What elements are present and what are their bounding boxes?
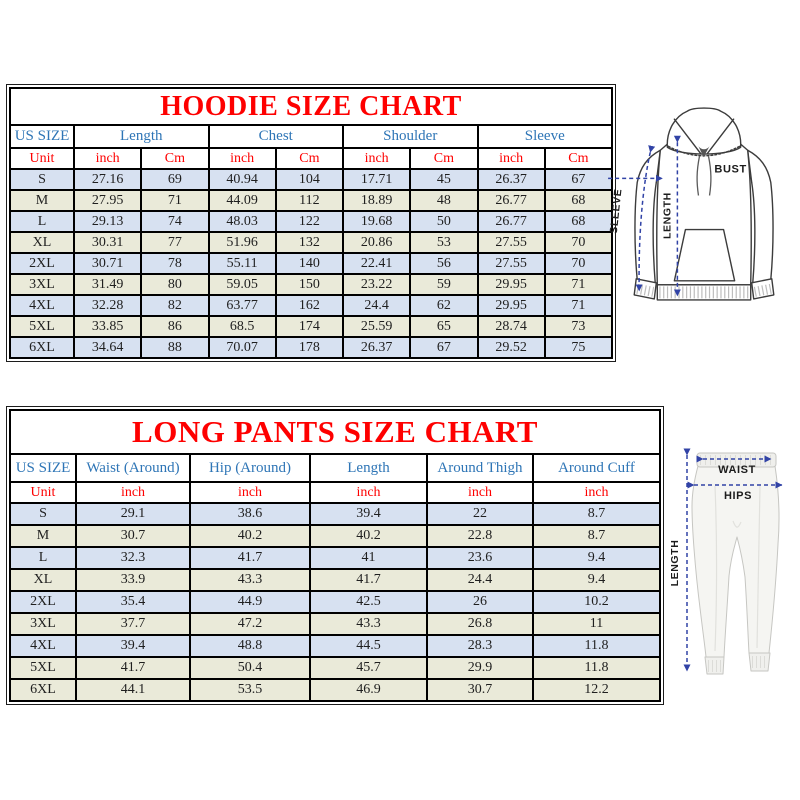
value-cell: 30.71 [74,253,141,274]
value-cell: 28.3 [427,635,533,657]
value-cell: 43.3 [190,569,310,591]
table-row [10,211,612,232]
value-cell: 67 [410,337,477,358]
unit-inch: inch [190,482,310,503]
value-cell: 86 [141,316,208,337]
table-row [10,503,660,525]
value-cell: 22.41 [343,253,410,274]
value-cell: 41.7 [190,547,310,569]
value-cell: 50 [410,211,477,232]
value-cell: 55.11 [209,253,276,274]
value-cell: 29.13 [74,211,141,232]
table-row [10,253,612,274]
value-cell: 122 [276,211,343,232]
value-cell: 33.9 [76,569,190,591]
table-row [10,169,612,190]
value-cell: 29.95 [478,295,545,316]
waist-header: Waist (Around) [76,454,190,482]
value-cell: 29.1 [76,503,190,525]
unit-inch: inch [76,482,190,503]
size-cell: 2XL [10,253,74,274]
table-row [10,525,660,547]
value-cell: 68.5 [209,316,276,337]
table-row [10,679,660,701]
unit-inch: inch [74,148,141,169]
value-cell: 174 [276,316,343,337]
value-cell: 63.77 [209,295,276,316]
shoulder-header: Shoulder [343,125,478,148]
us-size-header: US SIZE [10,454,76,482]
hoodie-size-table [9,87,613,359]
value-cell: 9.4 [533,547,660,569]
value-cell: 69 [141,169,208,190]
table-row [10,591,660,613]
value-cell: 32.3 [76,547,190,569]
value-cell: 59 [410,274,477,295]
value-cell: 44.9 [190,591,310,613]
size-cell: S [10,169,74,190]
value-cell: 24.4 [427,569,533,591]
table-row [10,337,612,358]
unit-label: Unit [10,482,76,503]
value-cell: 104 [276,169,343,190]
value-cell: 28.74 [478,316,545,337]
value-cell: 75 [545,337,612,358]
unit-cm: Cm [410,148,477,169]
value-cell: 22.8 [427,525,533,547]
value-cell: 34.64 [74,337,141,358]
table-row [10,657,660,679]
hoodie-unit-row [10,148,612,169]
value-cell: 37.7 [76,613,190,635]
value-cell: 48.03 [209,211,276,232]
value-cell: 46.9 [310,679,427,701]
hoodie-title-row [10,88,612,125]
pants-unit-row [10,482,660,503]
size-cell: 5XL [10,316,74,337]
value-cell: 39.4 [310,503,427,525]
value-cell: 162 [276,295,343,316]
size-cell: M [10,525,76,547]
value-cell: 11.8 [533,657,660,679]
size-cell: 3XL [10,613,76,635]
size-cell: XL [10,569,76,591]
value-cell: 71 [545,274,612,295]
value-cell: 41.7 [310,569,427,591]
value-cell: 26.77 [478,211,545,232]
value-cell: 29.52 [478,337,545,358]
table-row [10,274,612,295]
hoodie-table-body [10,169,612,358]
value-cell: 17.71 [343,169,410,190]
size-cell: L [10,547,76,569]
value-cell: 30.7 [76,525,190,547]
size-cell: XL [10,232,74,253]
sleeve-label: SLEEVE [607,188,625,235]
value-cell: 12.2 [533,679,660,701]
pants-illustration [645,426,800,718]
hoodie-illustration [606,86,800,322]
chest-header: Chest [209,125,344,148]
value-cell: 26.77 [478,190,545,211]
value-cell: 41.7 [76,657,190,679]
value-cell: 22 [427,503,533,525]
value-cell: 140 [276,253,343,274]
value-cell: 29.95 [478,274,545,295]
bust-label: BUST [714,163,747,176]
unit-cm: Cm [545,148,612,169]
length-label: LENGTH [661,192,674,240]
unit-inch: inch [209,148,276,169]
value-cell: 8.7 [533,503,660,525]
value-cell: 26.8 [427,613,533,635]
size-cell: 5XL [10,657,76,679]
value-cell: 47.2 [190,613,310,635]
value-cell: 178 [276,337,343,358]
unit-inch: inch [427,482,533,503]
value-cell: 27.55 [478,253,545,274]
pants-table-title: LONG PANTS SIZE CHART [10,410,660,454]
value-cell: 62 [410,295,477,316]
value-cell: 44.1 [76,679,190,701]
value-cell: 31.49 [74,274,141,295]
unit-label: Unit [10,148,74,169]
value-cell: 26.37 [478,169,545,190]
value-cell: 59.05 [209,274,276,295]
hoodie-header-row [10,125,612,148]
value-cell: 30.7 [427,679,533,701]
table-row [10,547,660,569]
size-cell: 3XL [10,274,74,295]
value-cell: 11.8 [533,635,660,657]
value-cell: 73 [545,316,612,337]
table-row [10,316,612,337]
value-cell: 78 [141,253,208,274]
value-cell: 67 [545,169,612,190]
unit-cm: Cm [141,148,208,169]
value-cell: 39.4 [76,635,190,657]
value-cell: 80 [141,274,208,295]
hoodie-pocket [674,230,734,281]
value-cell: 25.59 [343,316,410,337]
unit-inch: inch [343,148,410,169]
value-cell: 26.37 [343,337,410,358]
value-cell: 48 [410,190,477,211]
value-cell: 70 [545,253,612,274]
length-label: LENGTH [669,539,681,587]
value-cell: 29.9 [427,657,533,679]
value-cell: 68 [545,211,612,232]
value-cell: 35.4 [76,591,190,613]
size-cell: M [10,190,74,211]
value-cell: 71 [141,190,208,211]
value-cell: 70.07 [209,337,276,358]
value-cell: 70 [545,232,612,253]
value-cell: 71 [545,295,612,316]
value-cell: 45.7 [310,657,427,679]
sleeve-header: Sleeve [478,125,613,148]
value-cell: 27.95 [74,190,141,211]
value-cell: 48.8 [190,635,310,657]
value-cell: 56 [410,253,477,274]
value-cell: 23.22 [343,274,410,295]
pants-header-row [10,454,660,482]
value-cell: 40.2 [190,525,310,547]
value-cell: 24.4 [343,295,410,316]
value-cell: 82 [141,295,208,316]
value-cell: 27.16 [74,169,141,190]
value-cell: 65 [410,316,477,337]
us-size-header: US SIZE [10,125,74,148]
value-cell: 41 [310,547,427,569]
pants-size-table [9,409,661,702]
value-cell: 132 [276,232,343,253]
table-row [10,190,612,211]
table-row [10,295,612,316]
unit-cm: Cm [276,148,343,169]
value-cell: 32.28 [74,295,141,316]
thigh-header: Around Thigh [427,454,533,482]
unit-inch: inch [310,482,427,503]
value-cell: 112 [276,190,343,211]
pants-left-ankle-cuff [705,657,724,674]
size-cell: L [10,211,74,232]
size-cell: 4XL [10,295,74,316]
size-cell: 6XL [10,337,74,358]
value-cell: 53.5 [190,679,310,701]
value-cell: 77 [141,232,208,253]
value-cell: 38.6 [190,503,310,525]
value-cell: 40.2 [310,525,427,547]
size-cell: 4XL [10,635,76,657]
length-header: Length [310,454,427,482]
table-row [10,232,612,253]
value-cell: 43.3 [310,613,427,635]
value-cell: 33.85 [74,316,141,337]
value-cell: 74 [141,211,208,232]
value-cell: 19.68 [343,211,410,232]
value-cell: 88 [141,337,208,358]
value-cell: 51.96 [209,232,276,253]
value-cell: 53 [410,232,477,253]
value-cell: 20.86 [343,232,410,253]
value-cell: 26 [427,591,533,613]
table-row [10,635,660,657]
value-cell: 9.4 [533,569,660,591]
value-cell: 42.5 [310,591,427,613]
unit-inch: inch [478,148,545,169]
value-cell: 18.89 [343,190,410,211]
value-cell: 44.09 [209,190,276,211]
table-row [10,569,660,591]
hoodie-table-title: HOODIE SIZE CHART [10,88,612,125]
value-cell: 30.31 [74,232,141,253]
value-cell: 50.4 [190,657,310,679]
unit-inch: inch [533,482,660,503]
value-cell: 40.94 [209,169,276,190]
cuff-header: Around Cuff [533,454,660,482]
pants-table-body [10,503,660,701]
value-cell: 68 [545,190,612,211]
pants-title-row [10,410,660,454]
value-cell: 8.7 [533,525,660,547]
table-row [10,613,660,635]
size-cell: S [10,503,76,525]
value-cell: 44.5 [310,635,427,657]
size-cell: 2XL [10,591,76,613]
hip-header: Hip (Around) [190,454,310,482]
value-cell: 150 [276,274,343,295]
value-cell: 45 [410,169,477,190]
length-header: Length [74,125,209,148]
hips-label: HIPS [723,490,753,502]
pants-size-table-frame [6,406,664,705]
value-cell: 10.2 [533,591,660,613]
size-cell: 6XL [10,679,76,701]
value-cell: 27.55 [478,232,545,253]
value-cell: 11 [533,613,660,635]
value-cell: 23.6 [427,547,533,569]
hoodie-hood [667,108,740,154]
waist-label: WAIST [718,464,756,476]
hoodie-size-table-frame [6,84,616,362]
